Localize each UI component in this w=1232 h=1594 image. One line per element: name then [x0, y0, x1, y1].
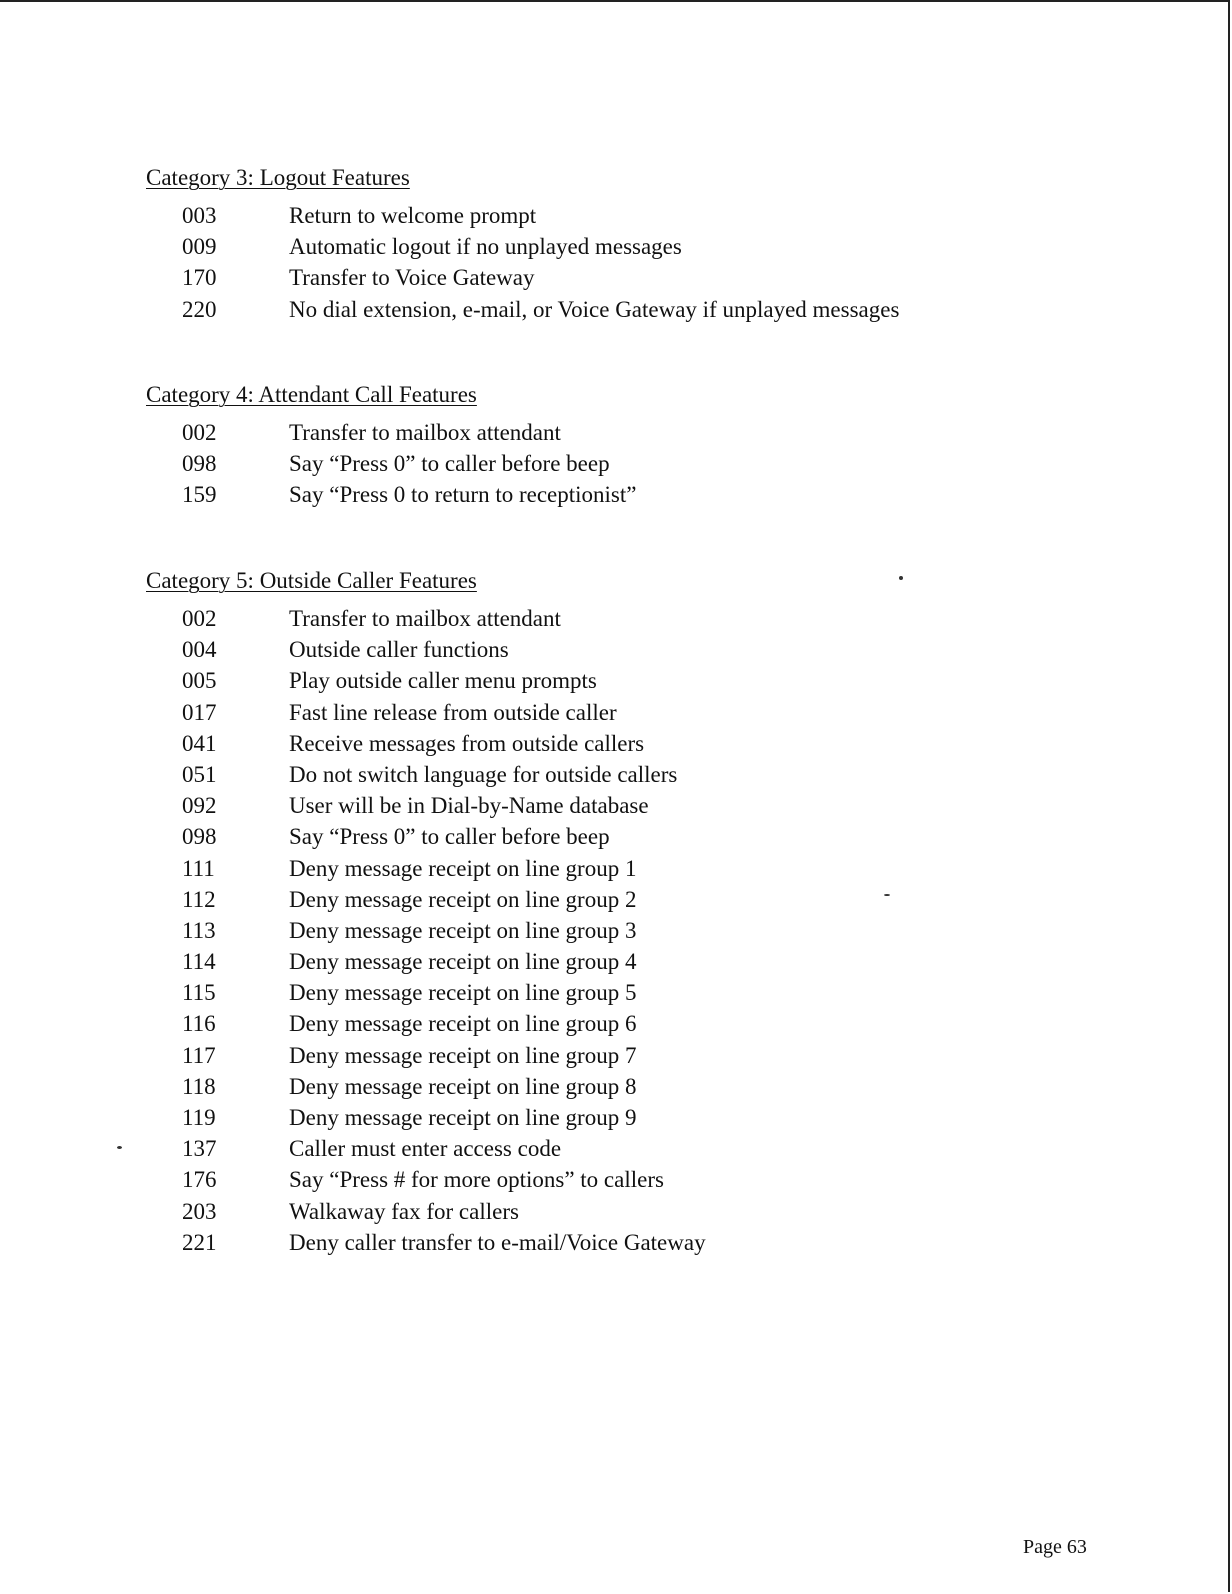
feature-code: 176 [182, 1167, 217, 1193]
feature-description: Play outside caller menu prompts [289, 668, 597, 694]
feature-row [146, 1133, 706, 1164]
feature-description: Say “Press 0 to return to receptionist” [289, 482, 637, 508]
feature-code: 117 [182, 1042, 216, 1068]
feature-code: 098 [182, 451, 217, 477]
feature-code: 112 [182, 886, 216, 912]
feature-description: Outside caller functions [289, 637, 509, 663]
feature-row [146, 821, 706, 852]
feature-code: 005 [182, 668, 217, 694]
section-logout-features [146, 162, 899, 325]
feature-description: Deny message receipt on line group 9 [289, 1105, 637, 1130]
feature-code: 111 [182, 855, 215, 881]
feature-description: Do not switch language for outside callers [289, 761, 678, 787]
feature-description: Deny message receipt on line group 1 [289, 855, 637, 881]
section-heading: Category 4: Attendant Call Features [146, 382, 477, 407]
feature-description: Deny message receipt on line group 7 [289, 1042, 637, 1068]
feature-row [146, 946, 706, 977]
feature-code: 159 [182, 482, 217, 508]
scan-speck [884, 894, 890, 896]
section-heading: Category 3: Logout Features [146, 165, 410, 190]
feature-row [146, 853, 706, 884]
feature-code: 002 [182, 606, 217, 631]
feature-row [146, 603, 706, 634]
feature-description: Transfer to mailbox attendant [289, 606, 561, 631]
feature-row [146, 634, 706, 665]
feature-description: Deny message receipt on line group 5 [289, 980, 637, 1006]
feature-row [146, 665, 706, 696]
scan-speck [899, 576, 903, 580]
feature-description: Deny caller transfer to e-mail/Voice Gateway [289, 1229, 706, 1255]
feature-row [146, 728, 706, 759]
feature-code: 092 [182, 793, 217, 819]
feature-code: 017 [182, 699, 217, 725]
feature-code: 137 [182, 1136, 217, 1162]
feature-code: 118 [182, 1073, 216, 1099]
feature-row [146, 262, 899, 293]
feature-description: Return to welcome prompt [289, 203, 537, 228]
feature-row [146, 915, 706, 946]
section-attendant-call-features [146, 379, 636, 511]
feature-code: 116 [182, 1011, 216, 1037]
page-number: Page 63 [1023, 1536, 1087, 1558]
feature-description: Deny message receipt on line group 4 [289, 949, 637, 975]
feature-row [146, 448, 636, 479]
feature-code: 051 [182, 761, 217, 787]
feature-row [146, 417, 636, 448]
feature-description: Deny message receipt on line group 2 [289, 886, 637, 912]
feature-row [146, 759, 706, 790]
feature-description: Deny message receipt on line group 8 [289, 1073, 637, 1099]
feature-code: 220 [182, 296, 217, 322]
feature-code: 041 [182, 730, 217, 756]
feature-code: 113 [182, 917, 216, 943]
feature-description: No dial extension, e-mail, or Voice Gateway if unplayed messages [289, 296, 900, 322]
feature-description: Deny message receipt on line group 3 [289, 917, 637, 943]
feature-row [146, 479, 636, 510]
feature-row [146, 1071, 706, 1102]
feature-description: Transfer to mailbox attendant [289, 420, 561, 445]
feature-row [146, 200, 899, 231]
feature-row [146, 1164, 706, 1195]
feature-code: 098 [182, 824, 217, 850]
scan-speck [117, 1146, 122, 1149]
feature-row [146, 1008, 706, 1039]
feature-code: 003 [182, 203, 217, 228]
feature-description: Say “Press 0” to caller before beep [289, 824, 610, 850]
section-outside-caller-features [146, 565, 706, 1258]
feature-list [146, 200, 899, 325]
feature-row [146, 884, 706, 915]
feature-description: Transfer to Voice Gateway [289, 265, 535, 291]
feature-description: Say “Press # for more options” to callers [289, 1167, 664, 1193]
feature-description: User will be in Dial-by-Name database [289, 793, 649, 819]
feature-code: 115 [182, 980, 216, 1006]
feature-description: Caller must enter access code [289, 1136, 562, 1162]
feature-row [146, 1102, 706, 1133]
feature-code: 004 [182, 637, 217, 663]
feature-description: Deny message receipt on line group 6 [289, 1011, 637, 1037]
feature-list [146, 417, 636, 511]
feature-row [146, 697, 706, 728]
feature-row [146, 1196, 706, 1227]
feature-row [146, 977, 706, 1008]
feature-description: Fast line release from outside caller [289, 699, 617, 725]
feature-list [146, 603, 706, 1258]
feature-code: 114 [182, 949, 216, 975]
feature-description: Say “Press 0” to caller before beep [289, 451, 610, 477]
feature-code: 009 [182, 234, 217, 260]
feature-row [146, 1227, 706, 1258]
feature-code: 170 [182, 265, 217, 291]
section-heading: Category 5: Outside Caller Features [146, 568, 477, 593]
feature-row [146, 294, 899, 325]
feature-row [146, 1040, 706, 1071]
feature-row [146, 790, 706, 821]
feature-description: Automatic logout if no unplayed messages [289, 234, 682, 260]
feature-code: 119 [182, 1105, 216, 1130]
feature-code: 221 [182, 1229, 217, 1255]
feature-code: 203 [182, 1198, 217, 1224]
feature-row [146, 231, 899, 262]
feature-code: 002 [182, 420, 217, 445]
feature-description: Walkaway fax for callers [289, 1198, 519, 1224]
feature-description: Receive messages from outside callers [289, 730, 645, 756]
